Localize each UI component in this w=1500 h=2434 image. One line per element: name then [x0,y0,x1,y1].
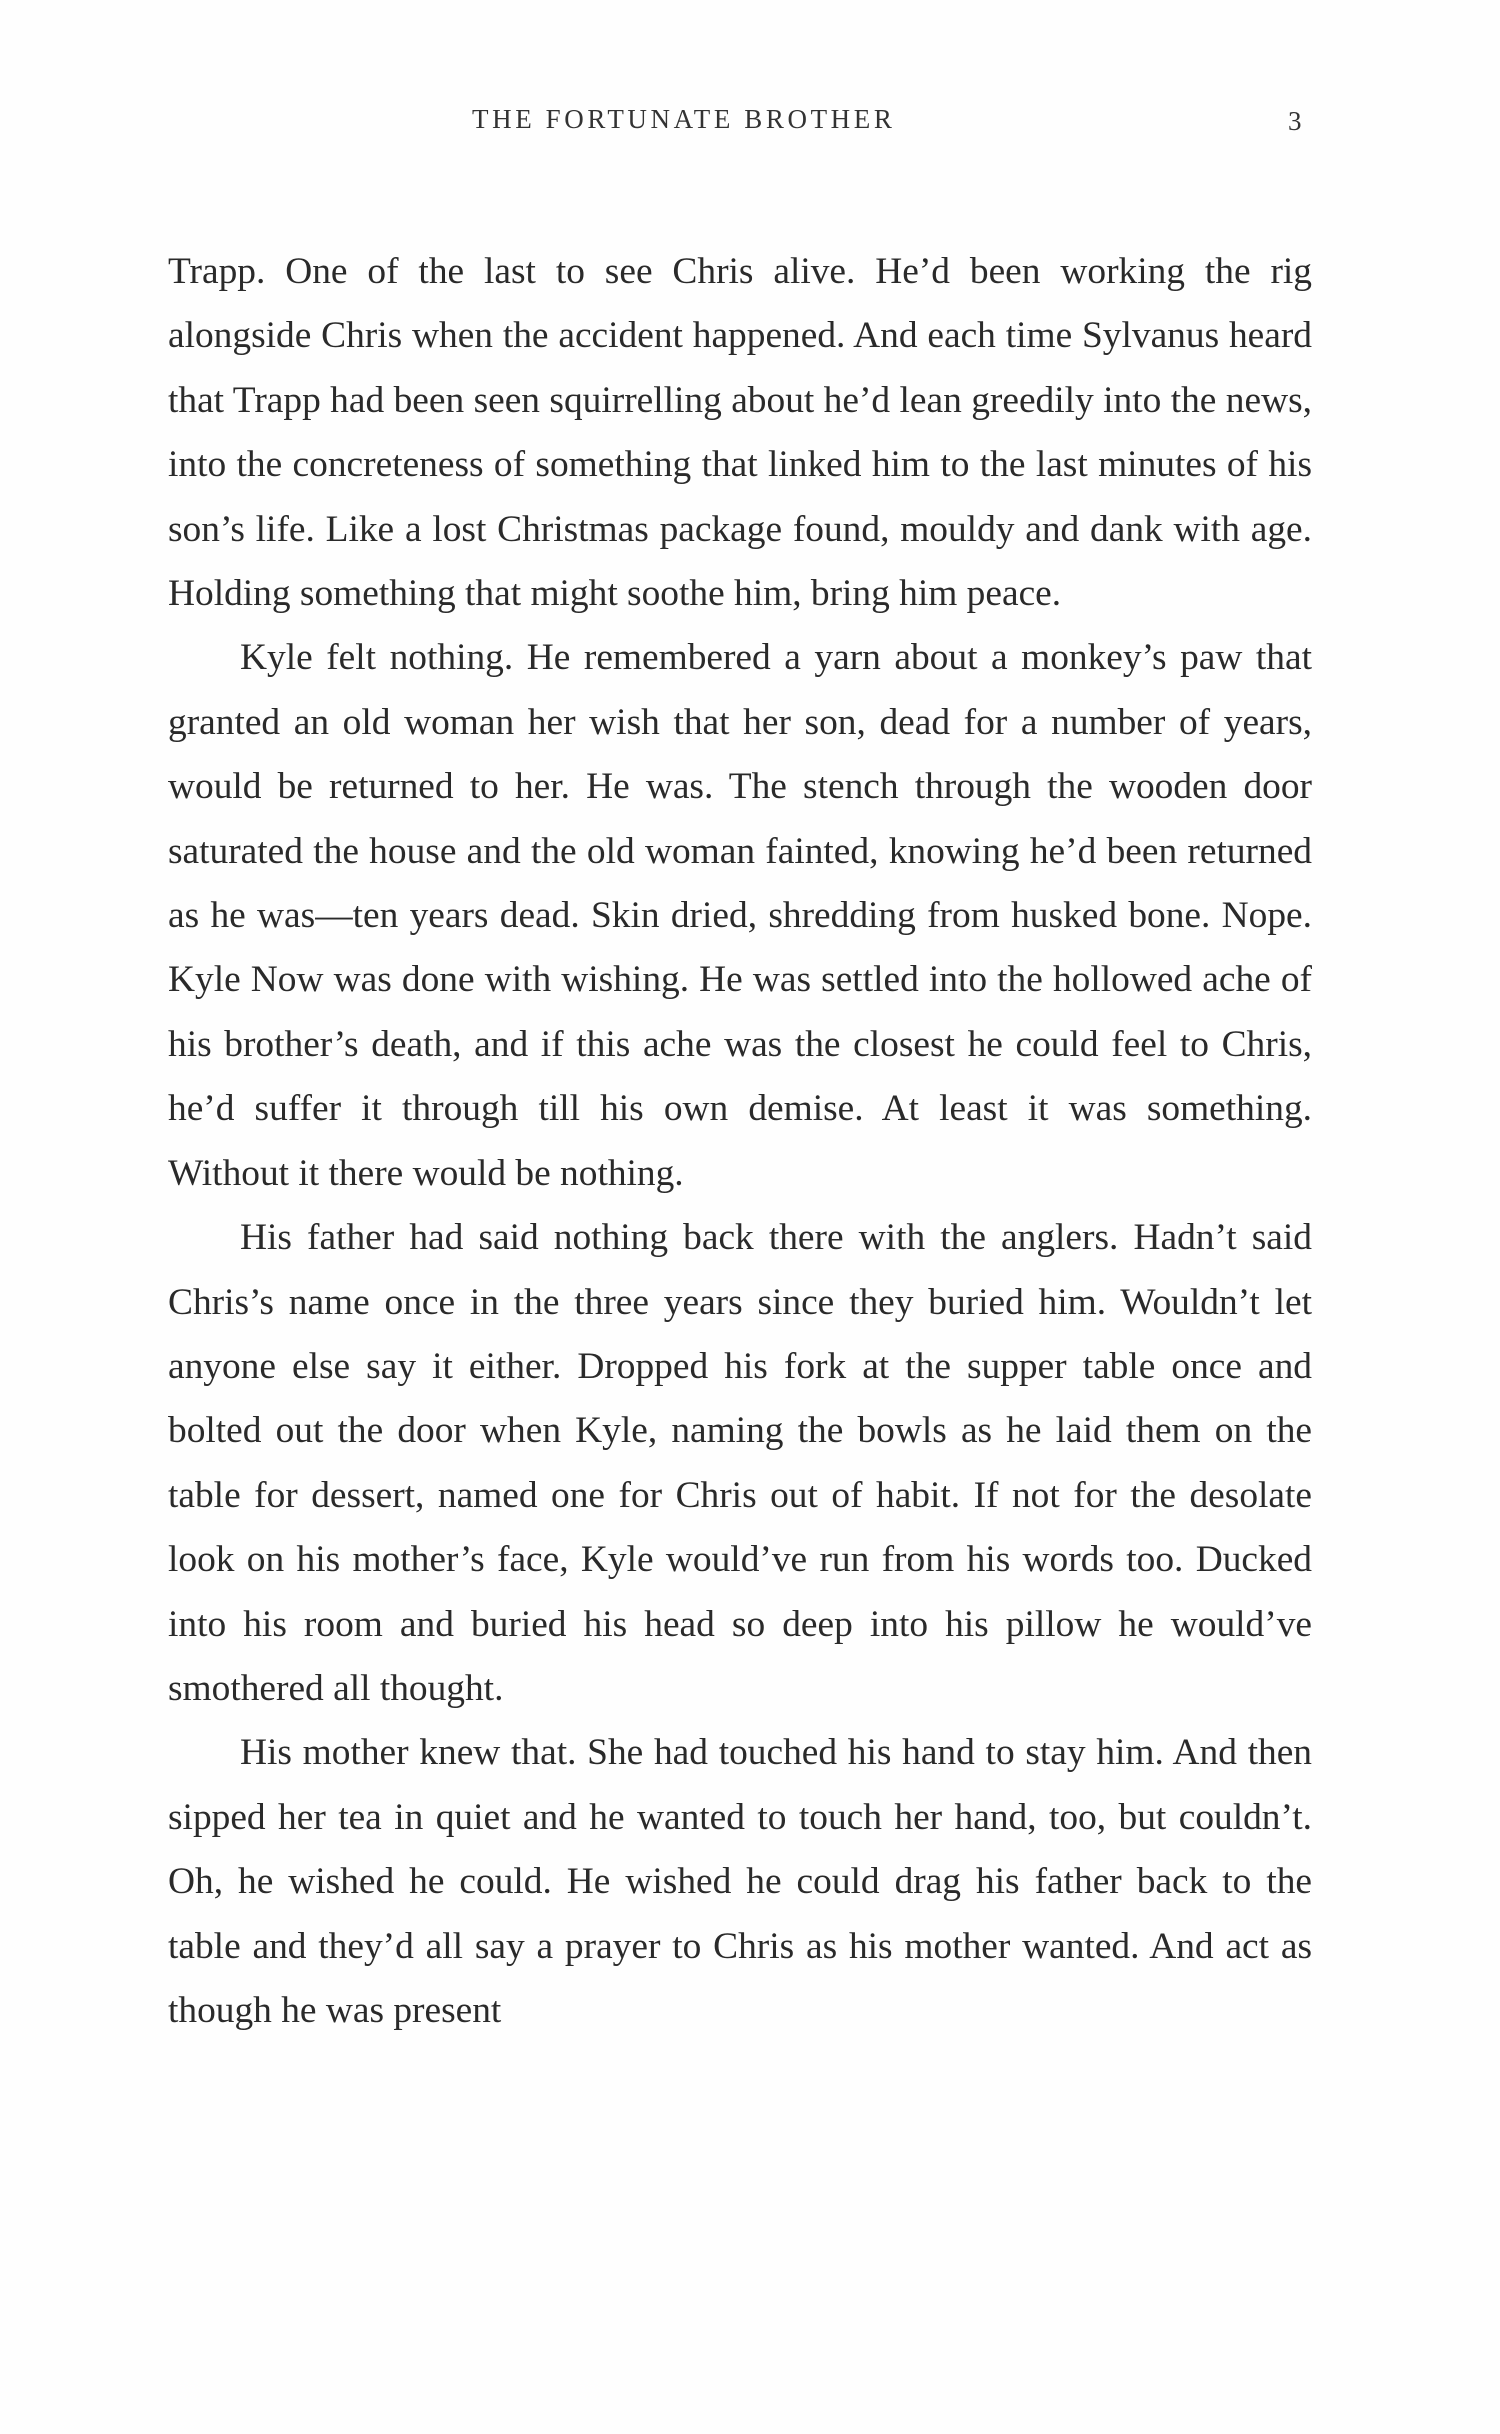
running-head [0,104,1500,154]
body-text [168,240,1312,2043]
paragraph: Kyle felt nothing. He remembered a yarn about a monkey’s paw that granted an old woman her wish that her son, dead for a number of years, would be returned to her. He was. The stench through the wooden door saturated the house and the old woman fainted, knowing he’d been returned as he was—ten years dead. Skin dried, shredding from husked bone. Nope. Kyle Now was done with wishing. He was settled into the hollowed ache of his brother’s death, and if this ache was the closest he could feel to Chris, he’d suffer it through till his own demise. At least it was something. Without it there would be nothing. [168,637,1312,1194]
paragraph: Trapp. One of the last to see Chris alive. He’d been working the rig alongside Chris when the accident happened. And each time Sylvanus heard that Trapp had been seen squirrelling about he’d lean greedily into the news, into the concreteness of something that linked him to the last minutes of his son’s life. Like a lost Christmas package found, mouldy and dank with age. Holding something that might soothe him, bring him peace. [168,251,1312,615]
paragraph: His father had said nothing back there with the anglers. Hadn’t said Chris’s name once in the three years since they buried him. Wouldn’t let anyone else say it either. Dropped his fork at the supper table once and bolted out the door when Kyle, naming the bowls as he laid them on the table for dessert, named one for Chris out of habit. If not for the desolate look on his mother’s face, Kyle would’ve run from his words too. Ducked into his room and buried his head so deep into his pillow he would’ve smothered all thought. [168,1217,1312,1709]
running-title: THE FORTUNATE BROTHER [472,104,896,134]
page-number: 3 [1288,106,1302,136]
paragraph: His mother knew that. She had touched his hand to stay him. And then sipped her tea in quiet and he wanted to touch her hand, too, but couldn’t. Oh, he wished he could. He wished he could drag his father back to the table and they’d all say a prayer to Chris as his mother wanted. And act as though he was present [168,1732,1312,2031]
